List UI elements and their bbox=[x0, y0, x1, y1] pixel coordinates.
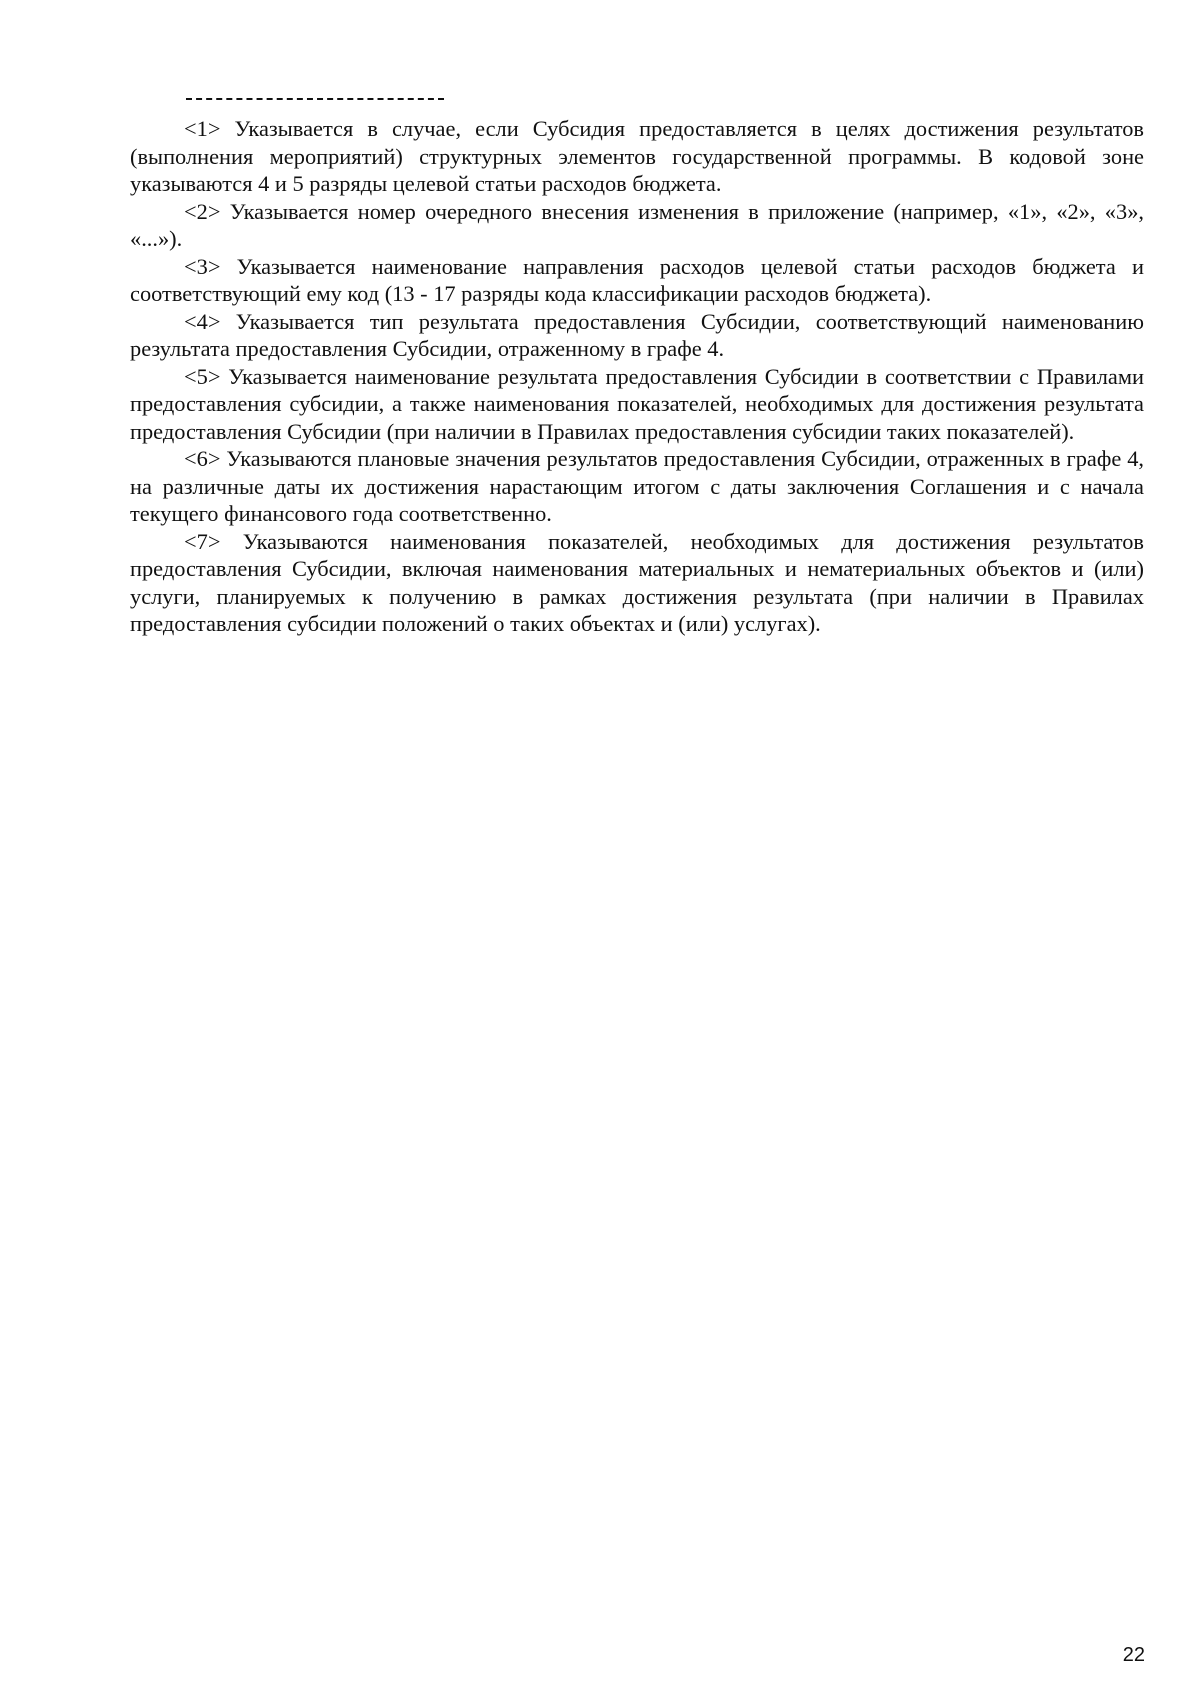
footnote-5: <5> Указывается наименование результата предоставления Субсидии в соответствии с Правилами предоставления субсидии, а также наименования показателей, необходимых для достижения результата предоставления Субсидии (при наличии в Правилах предоставления субсидии таких показателей). bbox=[130, 363, 1144, 444]
footnote-6: <6> Указываются плановые значения результатов предоставления Субсидии, отраженных в графе 4, на различные даты их достижения нарастающим итогом с даты заключения Соглашения и с начала текущего финансового года соответственно. bbox=[130, 446, 1144, 526]
footnote-3: <3> Указывается наименование направления расходов целевой статьи расходов бюджета и соответствующий ему код (13 - 17 разряды кода классификации расходов бюджета). bbox=[130, 253, 1144, 306]
footnote-4: <4> Указывается тип результата предоставления Субсидии, соответствующий наименованию результата предоставления Субсидии, отраженному в графе 4. bbox=[130, 308, 1144, 361]
page-number: 22 bbox=[1122, 1644, 1145, 1666]
footnote-7: <7> Указываются наименования показателей, необходимых для достижения результатов предоставления Субсидии, включая наименования материальных и нематериальных объектов и (или) услуги, планируемых к получению в рамках достижения результата (при наличии в Правилах предоставления субсидии положений о таких объектах и (или) услугах). bbox=[130, 528, 1144, 636]
footnote-2: <2> Указывается номер очередного внесения изменения в приложение (например, «1», «2», «3», «...»). bbox=[130, 198, 1144, 251]
footnotes-section bbox=[130, 115, 1144, 638]
footnote-separator bbox=[186, 98, 444, 100]
footnote-1: <1> Указывается в случае, если Субсидия предоставляется в целях достижения результатов (выполнения мероприятий) структурных элементов государственной программы. В кодовой зоне указываются 4 и 5 разряды целевой статьи расходов бюджета. bbox=[130, 116, 1144, 196]
